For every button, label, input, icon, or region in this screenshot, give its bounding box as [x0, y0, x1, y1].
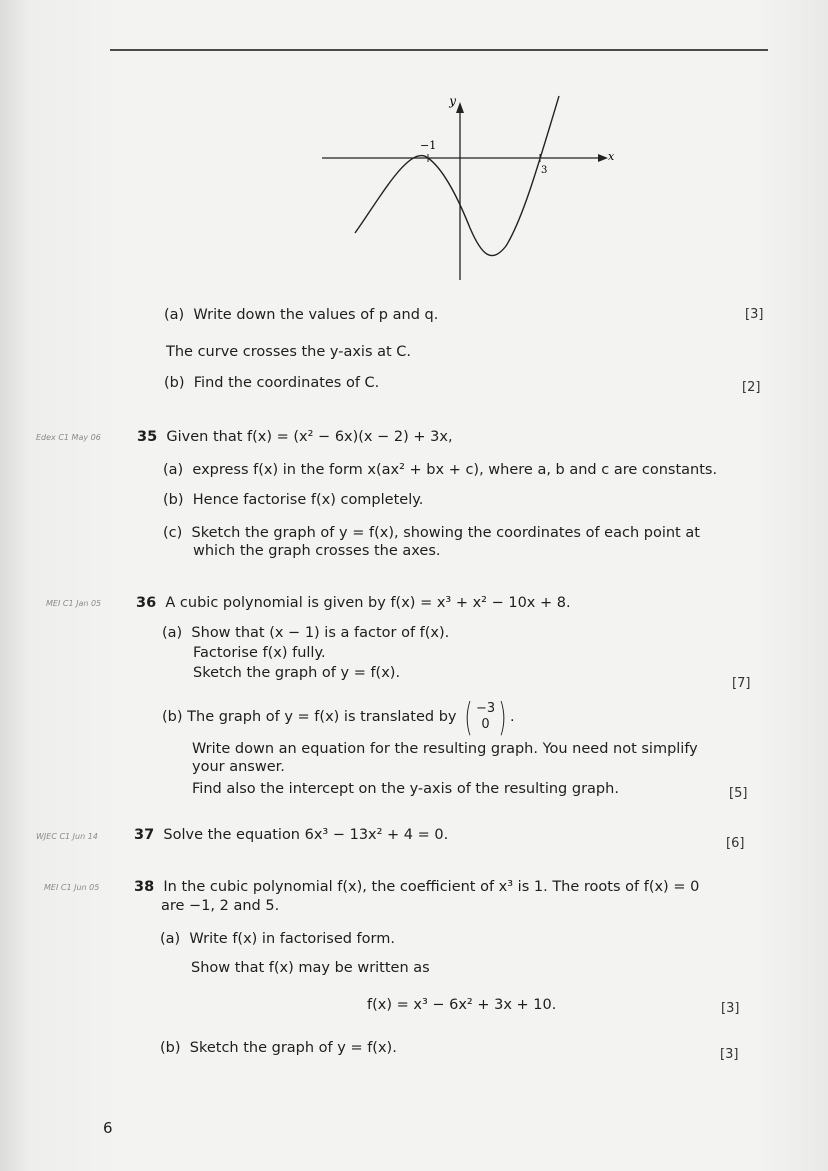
label-3: 3 — [541, 165, 548, 176]
question-38 — [134, 878, 699, 896]
part-label: (b) — [164, 375, 185, 391]
label-neg1: −1 — [420, 139, 437, 152]
question-stem: A cubic polynomial is given by f(x) = x³ + x² − 10x + 8. — [165, 595, 571, 611]
question-stem: Given that f(x) = (x² − 6x)(x − 2) + 3x, — [166, 429, 453, 445]
q36-part-b-line2: Write down an equation for the resulting graph. You need not simplify — [192, 741, 698, 757]
part-label: (a) — [162, 625, 183, 641]
q38-equation: f(x) = x³ − 6x² + 3x + 10. — [367, 997, 557, 1013]
part-text: Sketch the graph of y = f(x). — [189, 1040, 397, 1056]
part-label: (b) — [163, 492, 184, 508]
question-stem: In the cubic polynomial f(x), the coefficient of x³ is 1. The roots of f(x) = 0 — [163, 879, 700, 895]
mark: [7] — [732, 676, 751, 691]
x-axis-label: x — [608, 150, 615, 163]
question-number: 37 — [134, 827, 155, 843]
q36-part-a-line2: Factorise f(x) fully. — [193, 645, 326, 661]
x-axis-arrow — [598, 154, 608, 162]
q38-part-b — [160, 1039, 397, 1057]
part-text: Find the coordinates of C. — [193, 375, 380, 391]
mark: [3] — [721, 1001, 740, 1016]
question-36 — [136, 594, 571, 612]
mark: [6] — [726, 836, 745, 851]
q35-part-c-line2: which the graph crosses the axes. — [193, 543, 441, 559]
cubic-graph — [310, 88, 620, 288]
question-37 — [134, 826, 448, 844]
part-label: (a) — [164, 307, 185, 323]
source-label: MEI C1 Jan 05 — [46, 599, 102, 608]
q36-part-b-line4: Find also the intercept on the y-axis of the resulting graph. — [192, 781, 619, 797]
source-label: MEI C1 Jun 05 — [44, 883, 100, 892]
right-paren: ) — [498, 695, 507, 739]
part-text: express f(x) in the form x(ax² + bx + c), where a, b and c are constants. — [192, 462, 718, 478]
prev-part-b — [164, 374, 379, 392]
question-text: Solve the equation 6x³ − 13x² + 4 = 0. — [163, 827, 449, 843]
part-text: Write down the values of p and q. — [193, 307, 439, 323]
y-axis-label: y — [449, 94, 456, 108]
prev-part-a — [164, 306, 438, 324]
source-label: Edex C1 May 06 — [36, 433, 101, 442]
question-number: 35 — [137, 429, 158, 445]
q36-part-b-line3: your answer. — [192, 759, 285, 775]
header-rule — [110, 49, 768, 51]
vector-bottom: 0 — [481, 717, 490, 732]
part-text: Sketch the graph of y = f(x), showing the coordinates of each point at — [191, 525, 700, 541]
mark: [3] — [745, 307, 764, 322]
q38-part-a — [160, 930, 395, 948]
vector-top: −3 — [475, 701, 496, 716]
q35-part-b — [163, 491, 423, 509]
translation-vector — [461, 695, 510, 739]
question-number: 36 — [136, 595, 157, 611]
part-label: (b) — [160, 1040, 181, 1056]
part-label: (a) — [163, 462, 184, 478]
q36-part-b: (b) The graph of y = f(x) is translated by ( −3 0 ) . — [162, 695, 515, 739]
q35-part-c — [163, 524, 700, 542]
cubic-curve — [355, 96, 559, 256]
page-number: 6 — [103, 1119, 113, 1137]
question-35 — [137, 428, 453, 446]
q38-part-a-line2: Show that f(x) may be written as — [191, 960, 430, 976]
part-label: (a) — [160, 931, 181, 947]
q35-part-a — [163, 461, 717, 479]
part-text: Write f(x) in factorised form. — [189, 931, 395, 947]
q36-part-a — [162, 624, 449, 642]
mark: [2] — [742, 380, 761, 395]
part-text: The graph of y = f(x) is translated by — [187, 709, 457, 725]
prev-stem: The curve crosses the y-axis at C. — [166, 344, 412, 360]
part-label: (b) — [162, 709, 183, 725]
part-text: Hence factorise f(x) completely. — [192, 492, 424, 508]
mark: [3] — [720, 1047, 739, 1062]
part-text: Show that (x − 1) is a factor of f(x). — [191, 625, 450, 641]
y-axis-arrow — [456, 102, 464, 113]
left-paren: ( — [464, 695, 473, 739]
mark: [5] — [729, 786, 748, 801]
q36-part-a-line3: Sketch the graph of y = f(x). — [193, 665, 401, 681]
question-number: 38 — [134, 879, 155, 895]
part-label: (c) — [163, 525, 183, 541]
q38-stem-line2: are −1, 2 and 5. — [161, 898, 280, 914]
source-label: WJEC C1 Jun 14 — [36, 832, 98, 841]
